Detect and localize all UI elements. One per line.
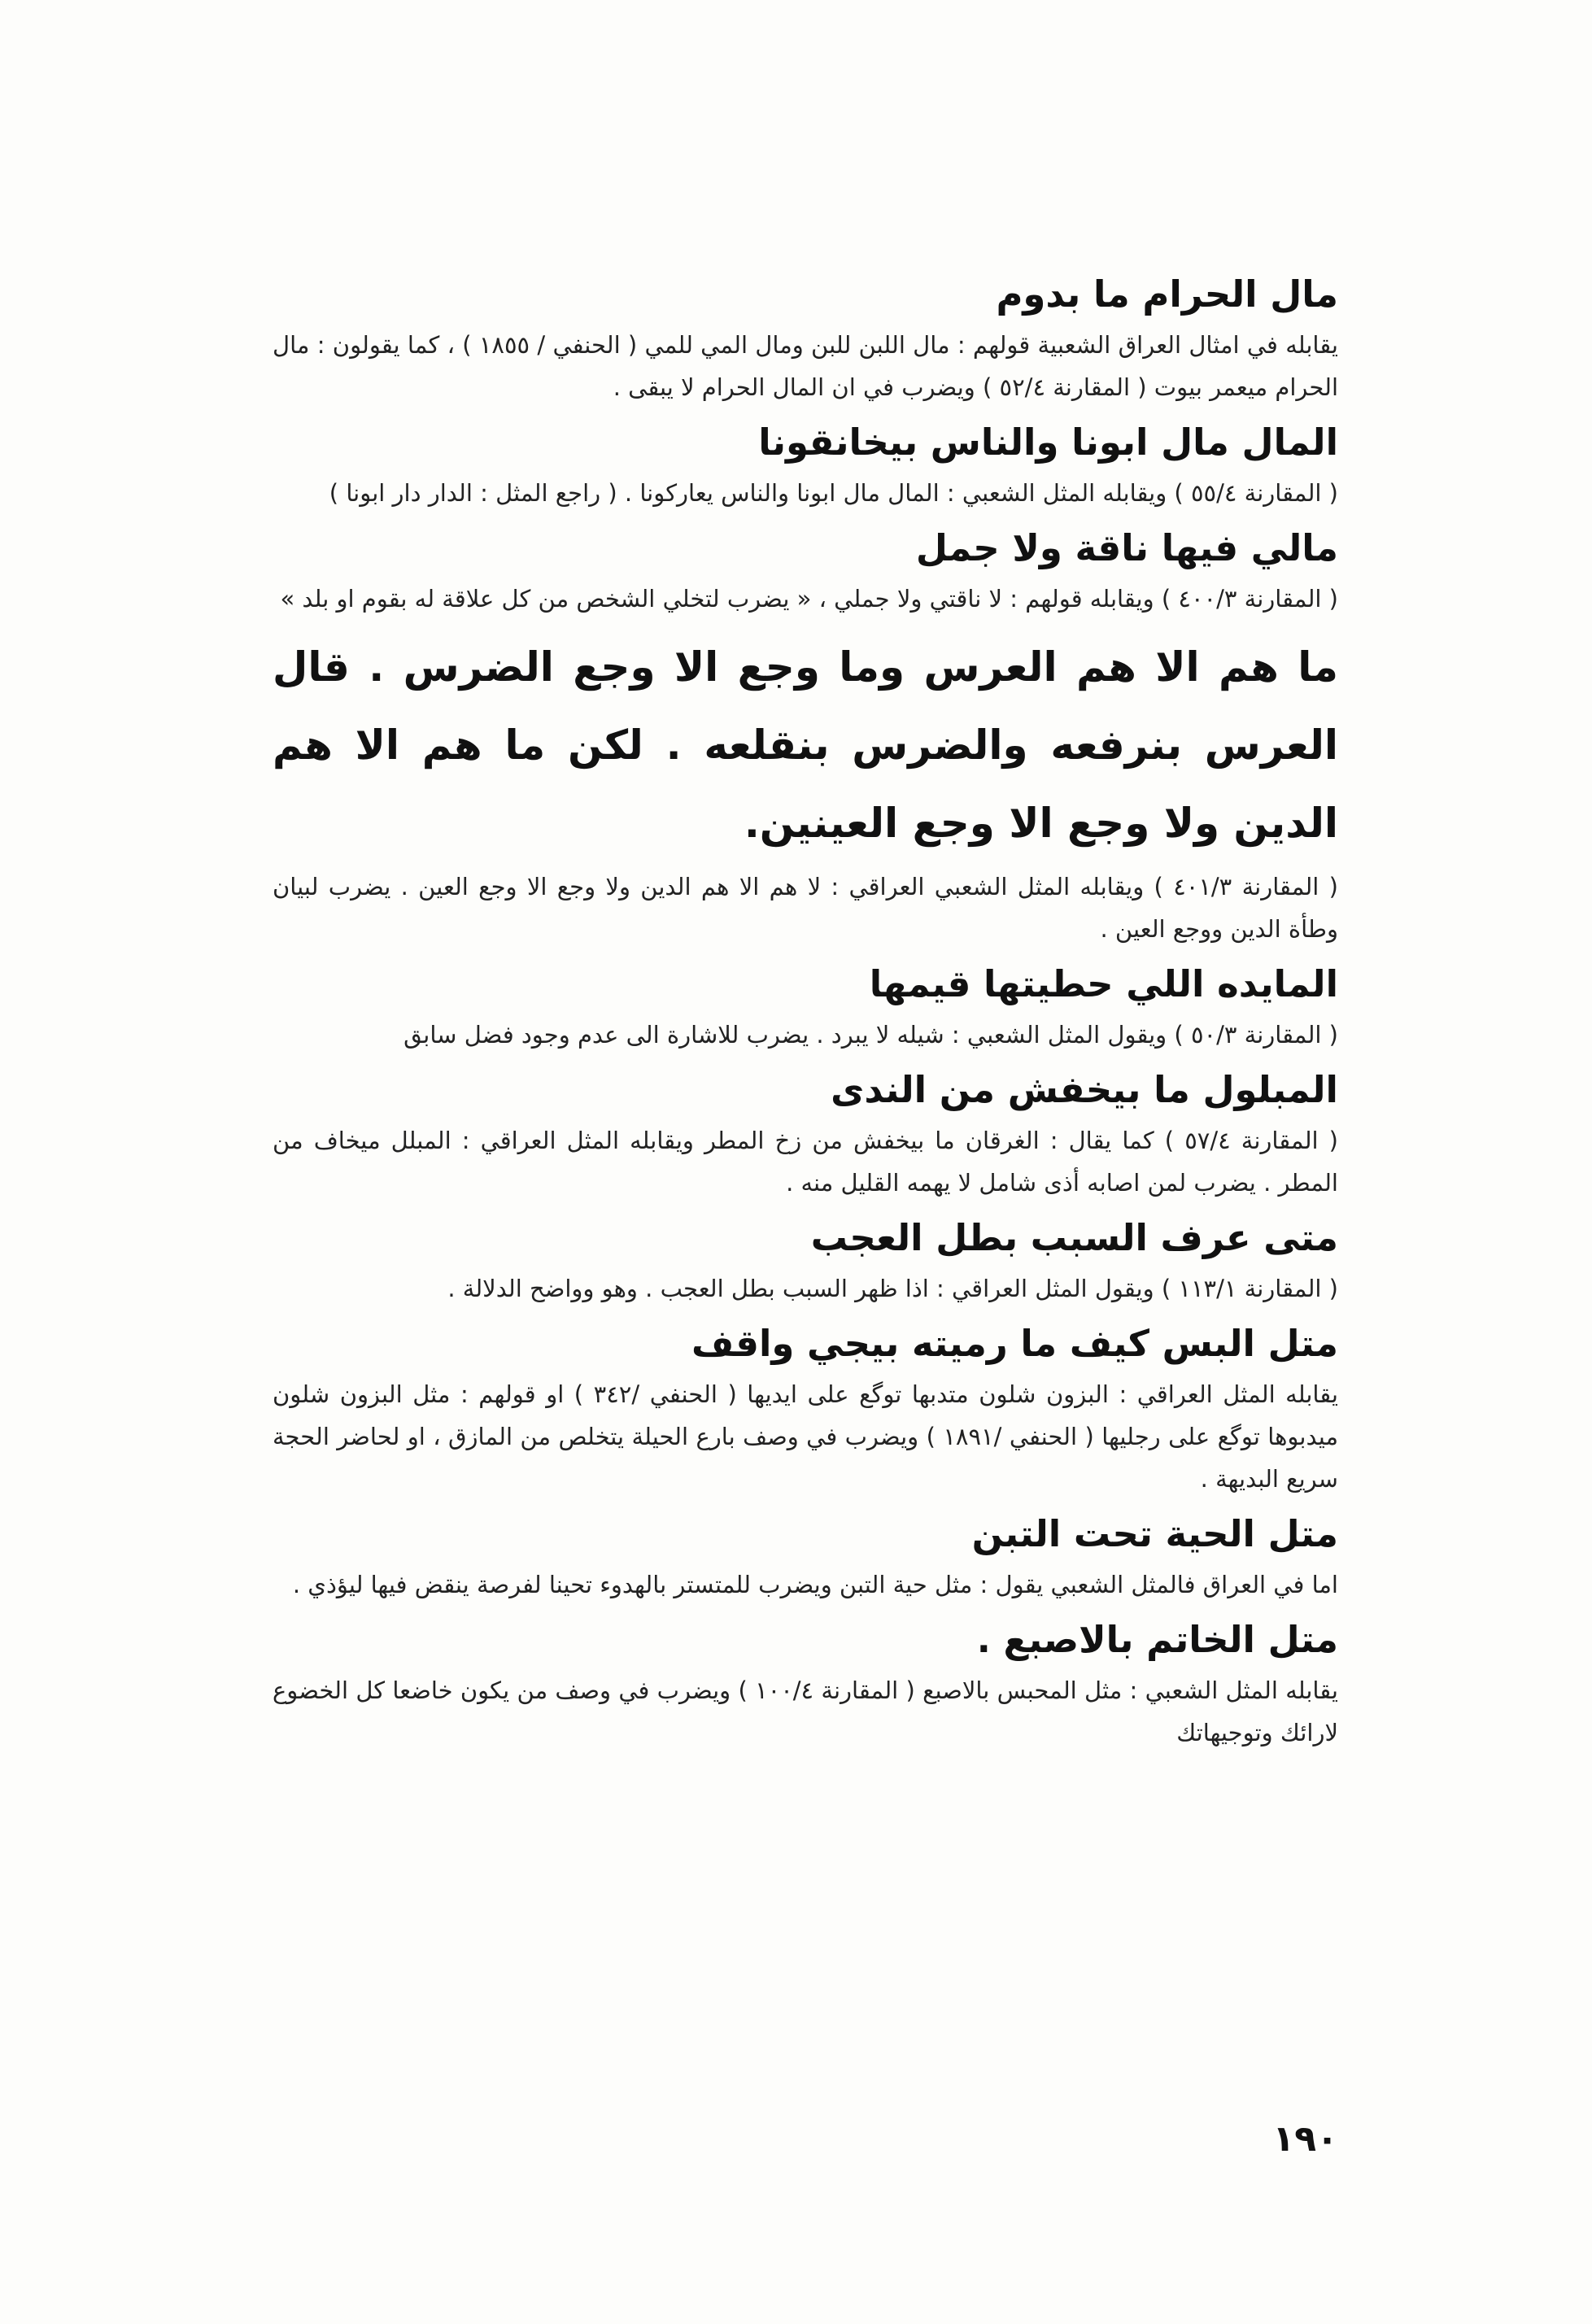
proverb-commentary: اما في العراق فالمثل الشعبي يقول : مثل حية التبن ويضرب للمتستر بالهدوء تحينا لفرصة ينقض فيها ليؤذي . — [292, 1571, 1338, 1598]
proverb-entry — [273, 268, 1338, 408]
proverb-entry — [273, 416, 1338, 514]
proverb-entry — [273, 1318, 1338, 1500]
proverb-entry — [273, 1064, 1338, 1204]
proverb-commentary: يقابله المثل العراقي : البزون شلون متدبها توگع على ايديها ( الحنفي /٣٤٢ ) او قولهم : مثل البزون شلون ميدبوها توگع على رجليها ( الحنفي /١٨٩١ ) ويضرب في وصف بارع الحيلة يتخلص من المازق ، او لحاضر الحجة سريع البديهة . — [273, 1380, 1338, 1493]
proverb-commentary: ( المقارنة ٤٠١/٣ ) ويقابله المثل الشعبي العراقي : لا هم الا هم الدين ولا وجع الا وجع العين . يضرب لبيان وطأة الدين ووجع العين . — [273, 873, 1338, 943]
proverb-entry — [273, 1212, 1338, 1310]
proverb-commentary: ( المقارنة ١١٣/١ ) ويقول المثل العراقي : اذا ظهر السبب بطل العجب . وهو وواضح الدلالة . — [447, 1275, 1338, 1302]
proverb-entry — [273, 628, 1338, 950]
proverb-entry — [273, 1614, 1338, 1754]
proverb-entry — [273, 522, 1338, 620]
proverb-heading: المايده اللي حطيتها قيمها — [869, 962, 1338, 1005]
proverbs-text-block — [273, 268, 1338, 1762]
proverb-commentary: ( المقارنة ٤٠٠/٣ ) ويقابله قولهم : لا ناقتي ولا جملي ، « يضرب لتخلي الشخص من كل علاقة له بقوم او بلد » — [280, 585, 1338, 613]
proverb-heading: ما هم الا هم العرس وما وجع الا وجع الضرس . قال العرس بنرفعه والضرس بنقلعه . لكن ما هم الا هم الدين ولا وجع الا وجع العينين. — [273, 643, 1338, 847]
proverb-heading: متل الحية تحت التبن — [971, 1512, 1338, 1555]
proverb-commentary: يقابله في امثال العراق الشعبية قولهم : مال اللبن للبن ومال المي للمي ( الحنفي / ١٨٥٥ ) ، كما يقولون : مال الحرام ميعمر بيوت ( المقارنة ٥٢/٤ ) ويضرب في ان المال الحرام لا يبقى . — [273, 331, 1338, 401]
proverb-heading: متل الخاتم بالاصبع . — [976, 1618, 1338, 1661]
proverb-heading: متل البس كيف ما رميته بيجي واقف — [691, 1322, 1338, 1365]
proverb-heading: مالي فيها ناقة ولا جمل — [915, 526, 1338, 569]
proverb-commentary: ( المقارنة ٥٧/٤ ) كما يقال : الغرقان ما بيخفش من زخ المطر ويقابله المثل العراقي : المبلل ميخاف من المطر . يضرب لمن اصابه أذى شامل لا يهمه القليل منه . — [273, 1127, 1338, 1197]
proverb-commentary: ( المقارنة ٥٠/٣ ) ويقول المثل الشعبي : شيله لا يبرد . يضرب للاشارة الى عدم وجود فضل سابق — [403, 1021, 1338, 1049]
proverb-heading: المبلول ما بيخفش من الندى — [831, 1068, 1338, 1111]
proverb-heading: مال الحرام ما بدوم — [996, 273, 1338, 316]
page-number: ١٩٠ — [1272, 2118, 1338, 2160]
proverb-commentary: يقابله المثل الشعبي : مثل المحبس بالاصبع ( المقارنة ١٠٠/٤ ) ويضرب في وصف من يكون خاضعا كل الخضوع لارائك وتوجيهاتك — [273, 1677, 1338, 1746]
proverb-heading: المال مال ابونا والناس بيخانقونا — [758, 421, 1338, 464]
proverb-commentary: ( المقارنة ٥٥/٤ ) ويقابله المثل الشعبي : المال مال ابونا والناس يعاركونا . ( راجع المثل : الدار دار ابونا ) — [329, 479, 1338, 507]
proverb-entry — [273, 1508, 1338, 1606]
proverb-entry — [273, 958, 1338, 1056]
proverb-heading: متى عرف السبب بطل العجب — [810, 1216, 1338, 1259]
